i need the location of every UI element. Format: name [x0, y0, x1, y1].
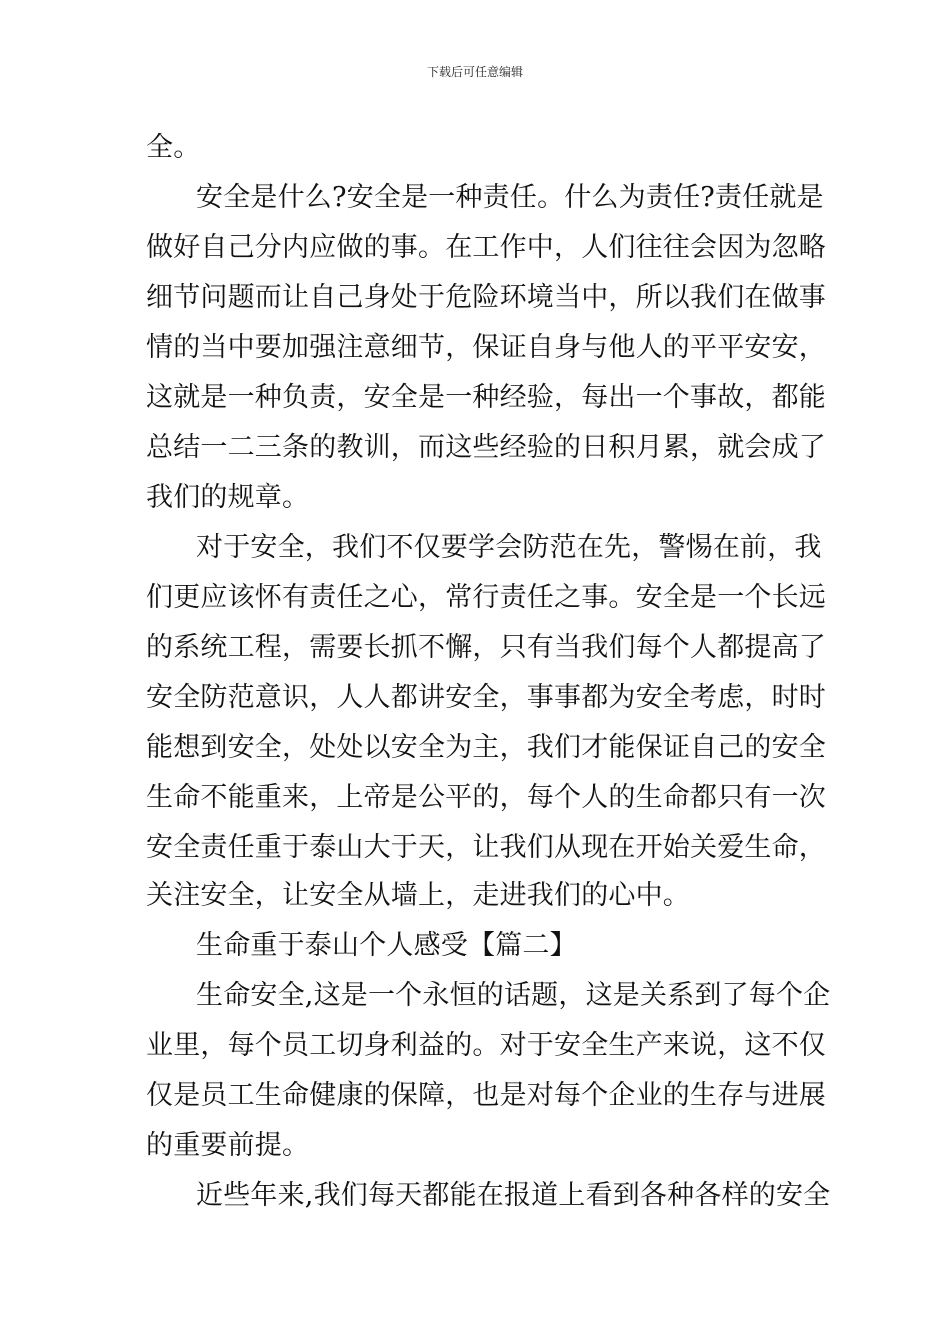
- text-line: 做好自己分内应做的事。在工作中，人们往往会因为忽略: [146, 232, 826, 263]
- text-line: 我们的规章。: [146, 482, 310, 513]
- text-line: 业里，每个员工切身利益的。对于安全生产来说，这不仅: [146, 1030, 826, 1061]
- text-line: 们更应该怀有责任之心，常行责任之事。安全是一个长远: [146, 582, 826, 613]
- text-line: 细节问题而让自己身处于危险环境当中，所以我们在做事: [146, 282, 826, 313]
- text-line: 的重要前提。: [146, 1130, 310, 1161]
- text-line: 能想到安全，处处以安全为主，我们才能保证自己的安全: [146, 732, 826, 763]
- text-line: 关注安全，让安全从墙上，走进我们的心中。: [146, 880, 690, 911]
- text-line: 对于安全，我们不仅要学会防范在先，警惕在前，我: [196, 532, 822, 563]
- text-line: 安全责任重于泰山大于天，让我们从现在开始关爱生命，: [146, 832, 826, 863]
- text-line: 安全防范意识，人人都讲安全，事事都为安全考虑，时时: [146, 682, 826, 713]
- text-line: 生命安全,这是一个永恒的话题，这是关系到了每个企: [196, 980, 831, 1011]
- section-heading: 生命重于泰山个人感受【篇二】: [196, 930, 577, 961]
- text-line: 的系统工程，需要长抓不懈，只有当我们每个人都提高了: [146, 632, 826, 663]
- text-line: 情的当中要加强注意细节，保证自身与他人的平平安安，: [146, 332, 826, 363]
- page-header: 下载后可任意编辑: [426, 65, 523, 79]
- text-line: 安全是什么?安全是一种责任。什么为责任?责任就是: [196, 182, 824, 213]
- text-line: 全。: [146, 132, 201, 163]
- text-line: 近些年来,我们每天都能在报道上看到各种各样的安全: [196, 1180, 831, 1211]
- text-line: 总结一二三条的教训，而这些经验的日积月累，就会成了: [146, 432, 826, 463]
- text-line: 生命不能重来，上帝是公平的，每个人的生命都只有一次: [146, 782, 826, 813]
- text-line: 仅是员工生命健康的保障，也是对每个企业的生存与进展: [146, 1080, 826, 1111]
- text-line: 这就是一种负责，安全是一种经验，每出一个事故，都能: [146, 382, 826, 413]
